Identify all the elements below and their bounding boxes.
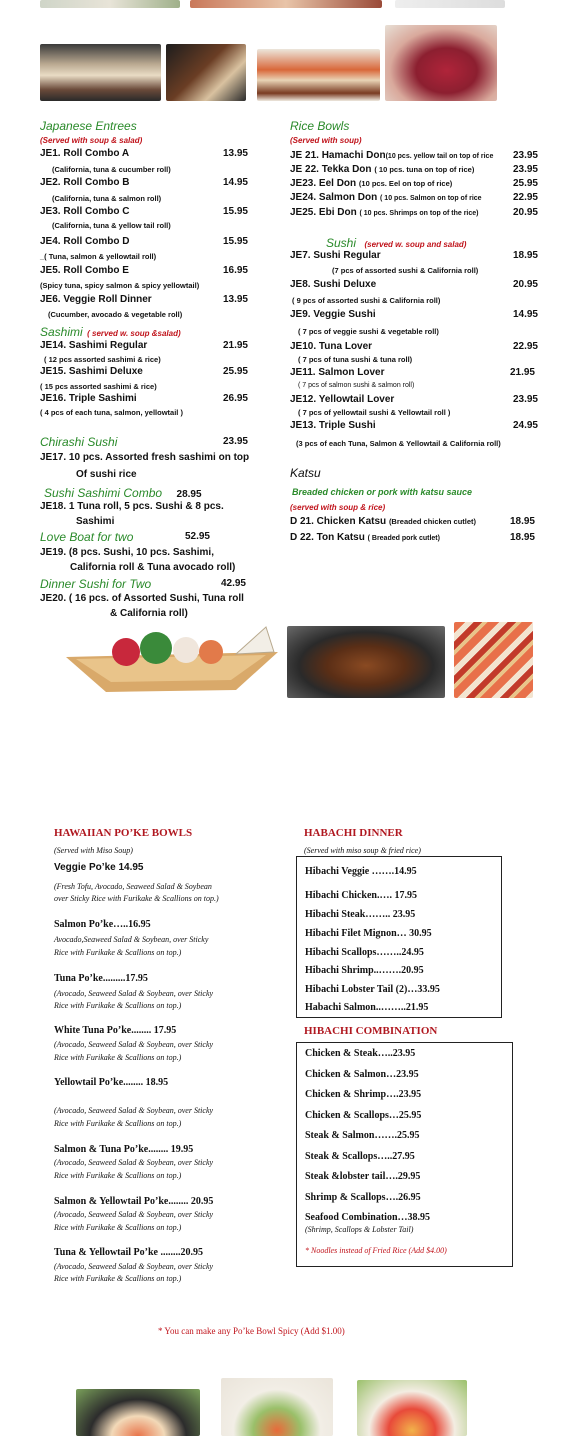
poke-bowl-photo-2	[221, 1378, 333, 1436]
hibachi-dinner-title: HABACHI DINNER	[304, 827, 403, 839]
price-je3: 15.95	[222, 206, 248, 217]
poke-desc-salmon-2: Rice with Furikake & Scallions on top.)	[54, 948, 182, 957]
desc-je2: (California, tuna & salmon roll)	[52, 194, 162, 203]
dinner-sushi-line1: JE20. ( 16 pcs. of Assorted Sushi, Tuna roll	[40, 593, 244, 604]
love-boat-photo	[66, 622, 278, 697]
hibachi-item: Hibachi Filet Mignon… 30.95	[305, 928, 432, 939]
name-je24: JE24. Salmon Don	[290, 192, 378, 203]
desc-je6: (Cucumber, avocado & vegetable roll)	[48, 310, 183, 319]
poke-item-salmon: Salmon Po’ke…..16.95	[54, 919, 151, 930]
menu-item-je4: JE4. Roll Combo D	[40, 236, 130, 247]
hibachi-item: Hibachi Lobster Tail (2)…33.95	[305, 984, 440, 995]
price-je15: 25.95	[222, 366, 248, 377]
chicken-katsu-photo	[287, 626, 445, 698]
eel-roll-photo	[166, 44, 246, 101]
menu-item-je3: JE3. Roll Combo C	[40, 206, 130, 217]
sushi-sashimi-combo-line2: Sashimi	[76, 516, 115, 527]
japanese-entrees-subtitle: (Served with soup & salad)	[40, 136, 143, 145]
sushi-sashimi-combo-header	[44, 484, 202, 502]
dinner-sushi-line2: & California roll)	[110, 608, 188, 619]
sushi-roll-photo	[40, 44, 161, 101]
poke-subtitle: (Served with Miso Soup)	[54, 846, 133, 855]
sashimi-title: Sashimi	[40, 325, 83, 339]
japanese-entrees-title: Japanese Entrees	[40, 119, 137, 133]
poke-desc-white-tuna-1: (Avocado, Seaweed Salad & Soybean, over Sticky	[54, 1040, 214, 1049]
name-d21: D 21. Chicken Katsu	[290, 516, 387, 527]
menu-item-je2: JE2. Roll Combo B	[40, 177, 130, 188]
poke-desc-veggie-2: over Sticky Rice with Furikake & Scallions on top.)	[54, 894, 219, 903]
poke-desc-tuna-1: (Avocado, Seaweed Salad & Soybean, over Sticky	[54, 989, 214, 998]
top-photo-1	[40, 0, 180, 8]
combo-item: Chicken & Salmon…23.95	[305, 1069, 419, 1080]
price-je12: 23.95	[512, 394, 538, 405]
poke-item-tuna: Tuna Po’ke.........17.95	[54, 973, 148, 984]
name-je22: JE 22. Tekka Don	[290, 164, 372, 175]
noodle-note: * Noodles instead of Fried Rice (Add $4.00)	[305, 1246, 447, 1255]
poke-footnote: * You can make any Po’ke Bowl Spicy (Add $1.00)	[158, 1326, 345, 1336]
desc-je13: (3 pcs of each Tuna, Salmon & Yellowtail & California roll)	[296, 439, 501, 448]
price-je7: 18.95	[512, 250, 538, 261]
menu-item-je9: JE9. Veggie Sushi	[290, 309, 376, 320]
price-sushi-sashimi-combo: 28.95	[176, 489, 202, 500]
price-chirashi: 23.95	[222, 436, 248, 447]
sushi-sashimi-combo-title: Sushi Sashimi Combo	[44, 486, 163, 500]
price-d21: 18.95	[509, 516, 535, 527]
hibachi-item: Hibachi Veggie …….14.95	[305, 866, 417, 877]
poke-desc-tuna-2: Rice with Furikake & Scallions on top.)	[54, 1001, 182, 1010]
desc-je5: (Spicy tuna, spicy salmon & spicy yellowtail)	[40, 281, 200, 290]
price-je14: 21.95	[222, 340, 248, 351]
hibachi-combination-box	[296, 1042, 513, 1267]
combo-item: Chicken & Scallops…25.95	[305, 1110, 422, 1121]
price-je24: 22.95	[512, 192, 538, 203]
poke-desc-salmon-tuna-2: Rice with Furikake & Scallions on top.)	[54, 1171, 182, 1180]
small-je25: ( 10 pcs. Shrimps on top of the rice)	[359, 210, 479, 217]
poke-title: HAWAIIAN PO’KE BOWLS	[54, 827, 193, 839]
katsu-subtitle: Breaded chicken or pork with katsu sauce	[292, 487, 473, 497]
price-je21: 23.95	[512, 150, 538, 161]
desc-je3: (California, tuna & yellow tail roll)	[52, 221, 171, 230]
desc-je8: ( 9 pcs of assorted sushi & California roll)	[292, 296, 441, 305]
price-d22: 18.95	[509, 532, 535, 543]
sashimi-header	[40, 323, 181, 341]
poke-desc-salmon-tuna-1: (Avocado, Seaweed Salad & Soybean, over Sticky	[54, 1158, 214, 1167]
poke-desc-salmon-1: Avocado,Seaweed Salad & Soybean, over Sticky	[54, 935, 209, 944]
price-je10: 22.95	[512, 341, 538, 352]
poke-item-yellowtail: Yellowtail Po’ke........ 18.95	[54, 1077, 169, 1088]
menu-item-je10: JE10. Tuna Lover	[290, 341, 373, 352]
name-je25: JE25. Ebi Don	[290, 207, 357, 218]
menu-item-je12: JE12. Yellowtail Lover	[290, 394, 395, 405]
menu-item-d22	[290, 532, 440, 543]
hibachi-dinner-box	[296, 856, 502, 1018]
poke-desc-tuna-yellowtail-1: (Avocado, Seaweed Salad & Soybean, over Sticky	[54, 1262, 214, 1271]
desc-je16: ( 4 pcs of each tuna, salmon, yellowtail )	[40, 408, 183, 417]
sashimi-subtitle: ( served w. soup &salad)	[87, 329, 181, 338]
desc-je7: (7 pcs of assorted sushi & California roll)	[332, 266, 479, 275]
combo-item: Steak &lobster tail….29.95	[305, 1171, 421, 1182]
menu-item-je1: JE1. Roll Combo A	[40, 148, 130, 159]
hibachi-item: Habachi Salmon..……..21.95	[305, 1002, 429, 1013]
name-d22: D 22. Ton Katsu	[290, 532, 365, 543]
price-je2: 14.95	[222, 177, 248, 188]
price-je13: 24.95	[512, 420, 538, 431]
price-love-boat: 52.95	[184, 531, 210, 542]
small-je22: ( 10 pcs. tuna on top of rice)	[374, 165, 475, 174]
poke-desc-salmon-yellowtail-2: Rice with Furikake & Scallions on top.)	[54, 1223, 182, 1232]
hibachi-combination-title: HIBACHI COMBINATION	[304, 1025, 438, 1037]
combo-item: Steak & Salmon…….25.95	[305, 1130, 420, 1141]
katsu-title: Katsu	[290, 466, 321, 480]
love-boat-line2: California roll & Tuna avocado roll)	[70, 562, 236, 573]
menu-item-je5: JE5. Roll Combo E	[40, 265, 129, 276]
desc-je14: ( 12 pcs assorted sashimi & rice)	[44, 355, 161, 364]
combo-item: Steak & Scallops…..27.95	[305, 1151, 415, 1162]
price-je16: 26.95	[222, 393, 248, 404]
price-je4: 15.95	[222, 236, 248, 247]
sushi-subtitle: (served w. soup and salad)	[364, 240, 467, 249]
menu-item-je8: JE8. Sushi Deluxe	[290, 279, 377, 290]
menu-item-je6: JE6. Veggie Roll Dinner	[40, 294, 152, 305]
seafood-combination-note: (Shrimp, Scallops & Lobster Tail)	[305, 1225, 414, 1234]
menu-item-je11: JE11. Salmon Lover	[290, 367, 385, 378]
desc-je10: ( 7 pcs of tuna sushi & tuna roll)	[298, 355, 413, 364]
menu-item-je7: JE7. Sushi Regular	[290, 250, 381, 261]
chirashi-title: Chirashi Sushi	[40, 435, 118, 449]
menu-item-je23	[290, 178, 452, 189]
love-boat-title: Love Boat for two	[40, 530, 134, 544]
menu-item-d21	[290, 516, 476, 527]
small-je24: ( 10 pcs. Salmon on top of rice	[380, 195, 482, 202]
hibachi-item: Hibachi Shrimp..…….20.95	[305, 965, 424, 976]
menu-item-je14: JE14. Sashimi Regular	[40, 340, 148, 351]
price-dinner-sushi: 42.95	[220, 578, 246, 589]
poke-item-tuna-yellowtail: Tuna & Yellowtail Po’ke ........20.95	[54, 1247, 203, 1258]
tuna-tataki-photo	[385, 25, 497, 101]
small-d21: (Breaded chicken cutlet)	[388, 517, 477, 526]
poke-item-white-tuna: White Tuna Po’ke........ 17.95	[54, 1025, 177, 1036]
love-boat-line1: JE19. (8 pcs. Sushi, 10 pcs. Sashimi,	[40, 547, 214, 558]
desc-je12: ( 7 pcs of yellowtail sushi & Yellowtail roll )	[298, 408, 451, 417]
menu-item-je21	[290, 150, 493, 161]
rice-bowls-subtitle: (Served with soup)	[290, 136, 362, 145]
combo-item: Seafood Combination…38.95	[305, 1212, 431, 1223]
top-photo-3	[395, 0, 505, 8]
poke-desc-salmon-yellowtail-1: (Avocado, Seaweed Salad & Soybean, over Sticky	[54, 1210, 214, 1219]
small-je21: (10 pcs. yellow tail on top of rice	[385, 153, 494, 160]
menu-item-je13: JE13. Triple Sushi	[290, 420, 376, 431]
price-je23: 25.95	[512, 178, 538, 189]
dinner-sushi-title: Dinner Sushi for Two	[40, 577, 152, 591]
price-je5: 16.95	[222, 265, 248, 276]
hibachi-item: Hibachi Chicken.…. 17.95	[305, 890, 417, 901]
menu-item-je25	[290, 207, 479, 218]
menu-item-je15: JE15. Sashimi Deluxe	[40, 366, 143, 377]
poke-item-veggie: Veggie Po’ke 14.95	[54, 862, 144, 873]
combo-item: Chicken & Steak…..23.95	[305, 1048, 416, 1059]
katsu-note: (served with soup & rice)	[290, 503, 386, 512]
combo-item: Chicken & Shrimp….23.95	[305, 1089, 422, 1100]
poke-desc-veggie-1: (Fresh Tofu, Avocado, Seaweed Salad & Soybean	[54, 882, 212, 891]
hibachi-dinner-subtitle: (Served with miso soup & fried rice)	[304, 846, 421, 855]
menu-item-je22	[290, 164, 474, 175]
poke-desc-yellowtail-2: Rice with Furikake & Scallions on top.)	[54, 1119, 182, 1128]
poke-desc-tuna-yellowtail-2: Rice with Furikake & Scallions on top.)	[54, 1274, 182, 1283]
price-je9: 14.95	[512, 309, 538, 320]
sushi-boat-illustration	[66, 622, 278, 697]
poke-item-salmon-yellowtail: Salmon & Yellowtail Po’ke........ 20.95	[54, 1196, 214, 1207]
desc-je9: ( 7 pcs of veggie sushi & vegetable roll)	[298, 327, 439, 336]
small-je23: (10 pcs. Eel on top of rice)	[358, 179, 453, 188]
sushi-title: Sushi	[326, 236, 357, 250]
chirashi-line1: JE17. 10 pcs. Assorted fresh sashimi on top	[40, 452, 250, 463]
rice-bowls-title: Rice Bowls	[290, 119, 350, 133]
hibachi-item: Hibachi Scallops……..24.95	[305, 947, 424, 958]
desc-je15: ( 15 pcs assorted sashimi & rice)	[40, 382, 157, 391]
sushi-tray-photo	[454, 622, 533, 698]
sushi-platter-photo	[257, 49, 380, 101]
desc-je4: _( Tuna, salmon & yellowtail roll)	[40, 252, 157, 261]
price-je11: 21.95	[509, 367, 535, 378]
price-je25: 20.95	[512, 207, 538, 218]
combo-item: Shrimp & Scallops….26.95	[305, 1192, 421, 1203]
top-photo-2	[190, 0, 382, 8]
name-je23: JE23. Eel Don	[290, 178, 357, 189]
price-je22: 23.95	[512, 164, 538, 175]
hibachi-item: Hibachi Steak…….. 23.95	[305, 909, 416, 920]
price-je8: 20.95	[512, 279, 538, 290]
menu-item-je16: JE16. Triple Sashimi	[40, 393, 137, 404]
price-je6: 13.95	[222, 294, 248, 305]
chirashi-line2: Of sushi rice	[76, 469, 137, 480]
poke-item-salmon-tuna: Salmon & Tuna Po’ke........ 19.95	[54, 1144, 194, 1155]
menu-item-je24	[290, 192, 482, 203]
poke-bowl-photo-1	[76, 1389, 200, 1436]
price-je1: 13.95	[222, 148, 248, 159]
poke-bowl-photo-3	[357, 1380, 467, 1436]
name-je21: JE 21. Hamachi Don	[290, 150, 386, 161]
desc-je1: (California, tuna & cucumber roll)	[52, 165, 171, 174]
poke-desc-yellowtail-1: (Avocado, Seaweed Salad & Soybean, over Sticky	[54, 1106, 214, 1115]
sushi-sashimi-combo-line1: JE18. 1 Tuna roll, 5 pcs. Sushi & 8 pcs.	[40, 501, 224, 512]
desc-je11: ( 7 pcs of salmon sushi & salmon roll)	[298, 382, 415, 389]
small-d22: ( Breaded pork cutlet)	[367, 535, 440, 542]
poke-desc-white-tuna-2: Rice with Furikake & Scallions on top.)	[54, 1053, 182, 1062]
